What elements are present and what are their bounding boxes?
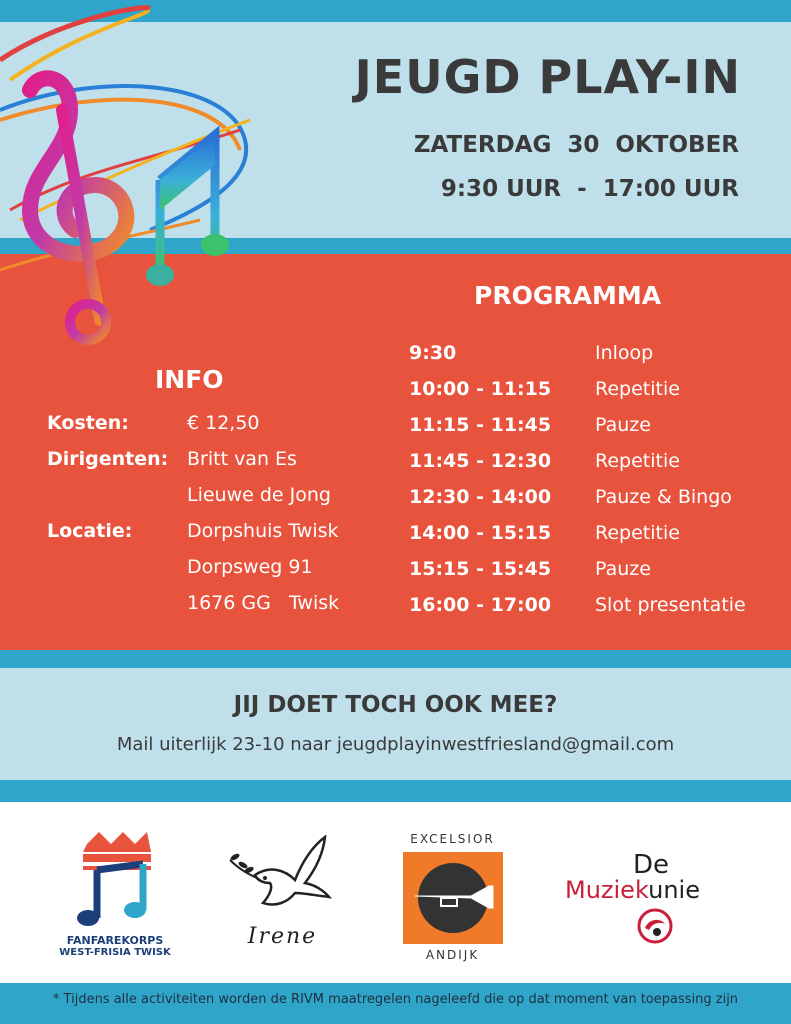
program-row xyxy=(409,594,779,630)
program-time: 16:00 - 17:00 xyxy=(409,594,552,616)
program-time: 11:45 - 12:30 xyxy=(409,450,552,472)
info-row xyxy=(47,520,387,556)
program-time: 14:00 - 15:15 xyxy=(409,522,552,544)
program-divider-band xyxy=(0,650,791,668)
muziekunie-muziek: Muziek xyxy=(565,876,649,904)
program-activity: Repetitie xyxy=(595,522,680,544)
fanfare-name-line1: FANFAREKORPS xyxy=(66,934,164,947)
info-label: Dirigenten: xyxy=(47,448,169,470)
info-row xyxy=(47,412,387,448)
program-time: 9:30 xyxy=(409,342,457,364)
muziekunie-wordmark xyxy=(565,876,700,904)
program-activity: Repetitie xyxy=(595,378,680,400)
info-value: € 12,50 xyxy=(187,412,260,434)
program-time: 10:00 - 11:15 xyxy=(409,378,552,400)
program-time: 11:15 - 11:45 xyxy=(409,414,552,436)
irene-logo xyxy=(225,835,340,960)
muziekunie-logo xyxy=(565,850,755,950)
info-row xyxy=(47,448,387,484)
excelsior-top-text: EXCELSIOR xyxy=(410,832,495,846)
cta-divider-band xyxy=(0,780,791,802)
program-list xyxy=(409,342,779,630)
trumpet-icon xyxy=(411,882,497,912)
info-list xyxy=(47,412,387,628)
info-value: 1676 GG Twisk xyxy=(187,592,340,614)
program-activity: Repetitie xyxy=(595,450,680,472)
program-activity: Pauze & Bingo xyxy=(595,486,732,508)
program-row xyxy=(409,378,779,414)
program-row xyxy=(409,342,779,378)
info-row xyxy=(47,556,387,592)
info-value: Britt van Es xyxy=(187,448,297,470)
info-heading: INFO xyxy=(155,365,224,394)
program-row xyxy=(409,522,779,558)
irene-wordmark: Irene xyxy=(247,924,318,949)
muziekunie-emblem-icon xyxy=(635,908,675,944)
program-activity: Pauze xyxy=(595,558,651,580)
excelsior-emblem xyxy=(403,852,503,944)
cta-heading: JIJ DOET TOCH OOK MEE? xyxy=(233,692,558,718)
program-row xyxy=(409,558,779,594)
page-title: JEUGD PLAY-IN xyxy=(354,50,741,104)
fanfare-crown-notes-icon xyxy=(55,830,175,930)
event-date: ZATERDAG 30 OKTOBER xyxy=(413,132,739,158)
event-time: 9:30 UUR - 17:00 UUR xyxy=(440,176,739,202)
footer-note: * Tijdens alle activiteiten worden de RIVM maatregelen nageleefd die op dat moment van toepassing zijn xyxy=(52,992,739,1007)
info-value: Dorpshuis Twisk xyxy=(187,520,339,542)
info-row xyxy=(47,592,387,628)
info-row xyxy=(47,484,387,520)
info-label: Kosten: xyxy=(47,412,129,434)
info-value: Dorpsweg 91 xyxy=(187,556,313,578)
excelsior-logo xyxy=(400,832,505,967)
dove-olive-branch-icon xyxy=(225,835,340,920)
info-label: Locatie: xyxy=(47,520,133,542)
info-value: Lieuwe de Jong xyxy=(187,484,331,506)
fanfarekorps-logo xyxy=(55,830,175,965)
cta-panel xyxy=(0,668,791,780)
program-row xyxy=(409,414,779,450)
program-activity: Pauze xyxy=(595,414,651,436)
muziekunie-unie: unie xyxy=(648,876,700,904)
program-activity: Inloop xyxy=(595,342,654,364)
music-notes-illustration xyxy=(0,0,260,360)
program-row xyxy=(409,450,779,486)
program-row xyxy=(409,486,779,522)
program-heading: PROGRAMMA xyxy=(474,281,662,310)
cta-mail-text: Mail uiterlijk 23-10 naar jeugdplayinwestfriesland@gmail.com xyxy=(116,734,675,755)
muziekunie-de: De xyxy=(633,850,670,880)
fanfare-name-line2: WEST-FRISIA TWISK xyxy=(59,947,171,958)
program-time: 12:30 - 14:00 xyxy=(409,486,552,508)
program-activity: Slot presentatie xyxy=(595,594,746,616)
program-time: 15:15 - 15:45 xyxy=(409,558,552,580)
excelsior-bottom-text: ANDIJK xyxy=(425,948,480,962)
